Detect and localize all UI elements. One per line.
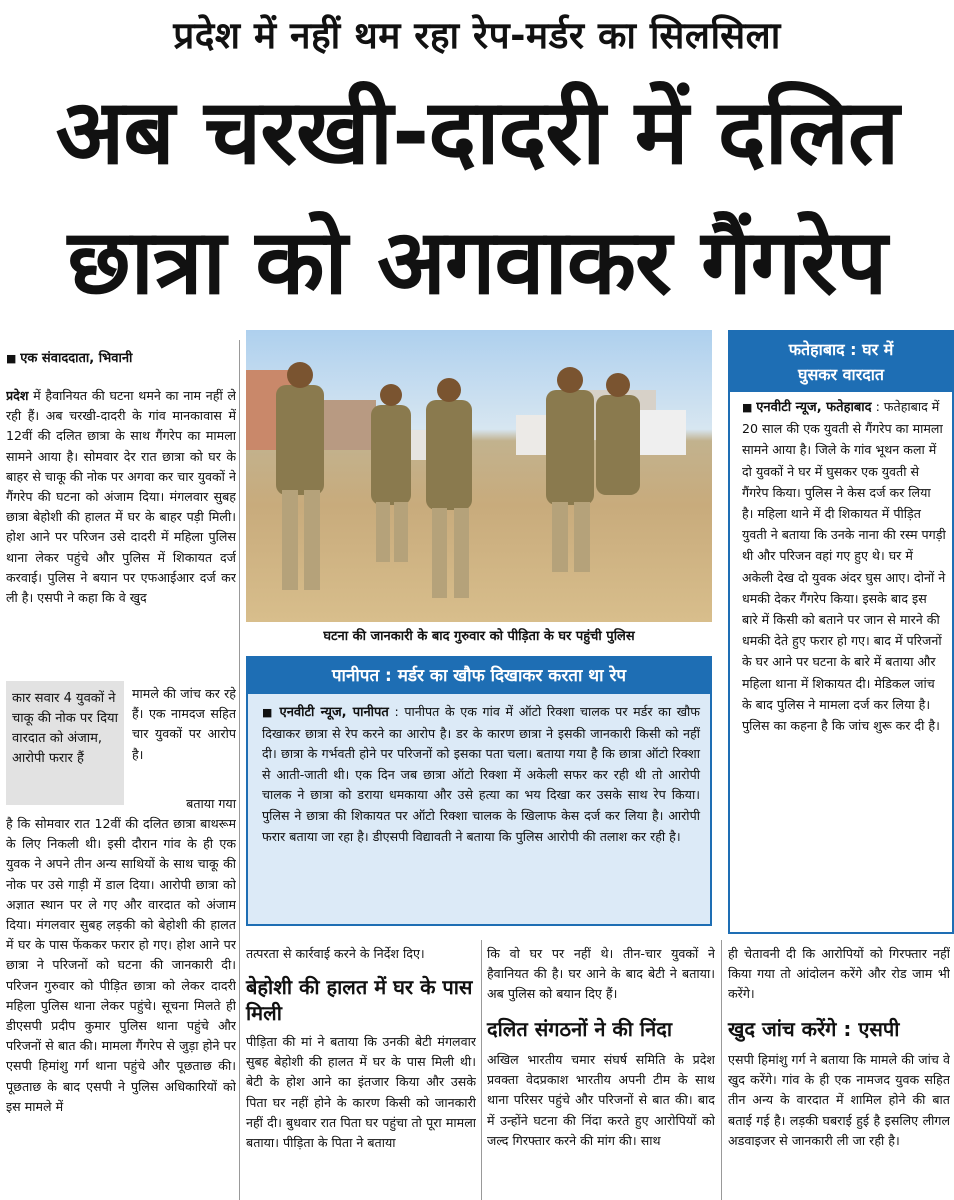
col4-subhead: खुद जांच करेंगे : एसपी bbox=[728, 1017, 900, 1041]
main-story-para-3: बताया गया bbox=[186, 796, 236, 811]
main-story-para-4: है कि सोमवार रात 12वीं की दलित छात्रा बाथरूम के लिए निकली थी। इसी दौरान गांव के ही एक युवक ने अपने तीन अन्य साथियों के साथ चाकू की नोक पर उसे गाड़ी में डाल दिया। आरोपी छात्रा को अज्ञात स्थान पर ले गए और वारदात को अंजाम दिया। मंगलवार सुबह लड़की को बेहोशी की हालत में घर के पास फेंककर फरार हो गए। होश आने पर छात्रा ने परिजनों को घटना की जानकारी दी। परिजन गुरुवार को पीड़ित छात्रा को लेकर दादरी महिला पुलिस थाना लेकर पहुंचे। सूचना मिलते ही डीएसपी प्रदीप कुमार पुलिस थाना पहुंचे और परिजनों से बात की। मामला गैंगरेप से जुड़ा होने पर एसपी हिमांशु गर्ग थाना पहुंचे और पूछताछ की। पूछताछ के बाद एसपी ने पुलिस अधिकारियों को इस मामले में bbox=[6, 816, 236, 1114]
fatehabad-byline: ■ एनवीटी न्यूज, फतेहाबाद bbox=[742, 400, 872, 415]
panipat-text: : पानीपत के एक गांव में ऑटो रिक्शा चालक पर मर्डर का खौफ दिखाकर छात्रा से रेप करने का आरोप है। डर के कारण छात्रा ने इसकी जानकारी किसी को नहीं दी। छात्रा के गर्भवती होने पर परिजनों को इसका पता चला। बताया गया है कि छात्रा ऑटो रिक्शा से आती-जाती थी। एक दिन जब छात्रा ऑटो रिक्शा में अकेली सफर कर रही थी तो आरोपी चालक ने छात्रा को डराया धमकाया और उसे हत्या का भय दिखा कर उसके साथ रेप किया। पुलिस ने छात्रा की शिकायत पर ऑटो रिक्शा चालक के खिलाफ केस दर्ज कर लिया है। आरोपी फरार बताया जा रहा है। डीएसपी विद्यावती ने बताया कि पुलिस आरोपी की तलाश कर रही है। bbox=[262, 704, 700, 844]
col3-body: अखिल भारतीय चमार संघर्ष समिति के प्रदेश प्रवक्ता वेदप्रकाश भारतीय अपनी टीम के साथ थाना परिसर पहुंचे और परिजनों से बात की। बाद में उन्होंने घटना की निंदा करते हुए आरोपियों को जल्द गिरफ्तार करने की मांग की। साथ bbox=[487, 1052, 715, 1148]
main-headline-line-1: अब चरखी-दादरी में दलित bbox=[55, 80, 899, 185]
fatehabad-text: : फतेहाबाद में 20 साल की एक युवती से गैंगरेप का मामला सामने आया है। जिले के गांव भूथन कला में दो युवकों ने घर में घुसकर एक युवती से गैंगरेप किया। पुलिस ने केस दर्ज कर लिया है। महिला थाने में दी शिकायत में पीड़ित युवती ने बताया कि उनके नाना की रस्म पगड़ी थी और परिजन वहां गए हुए थे। घर में अकेली देख दो युवक अंदर घुस आए। दोनों ने धमकी देकर गैंगरेप किया। इसके बाद इस बारे में किसी को बताने पर जान से मारने की धमकी देते हुए फरार हो गए। बाद में परिजनों के घर आने पर घटना के बारे में बताया और महिला थाना में शिकायत दी। मेडिकल जांच के बाद पुलिस ने मामला दर्ज कर लिया है। पुलिस का कहना है कि जांच शुरू कर दी है। bbox=[742, 399, 946, 734]
col2-subhead: बेहोशी की हालत में घर के पास मिली bbox=[246, 975, 473, 1025]
main-story-para-1 bbox=[6, 386, 236, 680]
column-rule-1 bbox=[239, 340, 240, 1200]
col3-subhead: दलित संगठनों ने की निंदा bbox=[487, 1017, 673, 1041]
fatehabad-heading bbox=[730, 332, 952, 392]
col4-body: एसपी हिमांशु गर्ग ने बताया कि मामले की जांच वे खुद करेंगे। गांव के ही एक नामजद युवक सहित तीन अन्य के वारदात में शामिल होने की बात बताई गई है। लड़की घबराई हुई है इसलिए लीगल अडवाइजर से जानकारी ली जा रही है। bbox=[728, 1052, 950, 1148]
fatehabad-heading-line-2: घुसकर वारदात bbox=[797, 365, 885, 384]
col2-top-text: तत्परता से कार्रवाई करने के निर्देश दिए। bbox=[246, 946, 425, 961]
panipat-story-box bbox=[246, 656, 712, 926]
panipat-body bbox=[262, 702, 700, 847]
police-photo-illustration bbox=[246, 330, 712, 622]
panipat-byline: ■ एनवीटी न्यूज, पानीपत bbox=[262, 705, 389, 720]
main-story-lead-word: प्रदेश bbox=[6, 388, 29, 403]
col3-top-text: कि वो घर पर नहीं थे। तीन-चार युवकों ने हैवानियत की है। घर आने के बाद बेटी ने बताया। अब पुलिस को बयान दिए हैं। bbox=[487, 946, 715, 1002]
main-byline: ■ एक संवाददाता, भिवानी bbox=[6, 348, 236, 366]
col2-body: पीड़िता की मां ने बताया कि उनकी बेटी मंगलवार सुबह बेहोशी की हालत में घर के पास मिली थी। बेटी के होश आने का इंतजार किया और उसके पिता घर नहीं होने के कारण किसी को जानकारी नहीं दी। बुधवार रात पिता घर पहुंचा तो पूरा मामला बताया। पीड़िता के पिता ने बताया bbox=[246, 1034, 476, 1151]
fatehabad-body bbox=[742, 396, 946, 736]
panipat-heading: पानीपत : मर्डर का खौफ दिखाकर करता था रेप bbox=[248, 658, 710, 694]
kicker-headline: प्रदेश में नहीं थम रहा रेप-मर्डर का सिलसिला bbox=[173, 14, 781, 57]
police-photo bbox=[246, 330, 712, 622]
column-rule-2 bbox=[481, 940, 482, 1200]
main-story-para-2: मामले की जांच कर रहे हैं। एक नामदज सहित चार युवकों पर आरोप है। bbox=[132, 686, 236, 762]
pull-quote: कार सवार 4 युवकों ने चाकू की नोक पर दिया वारदात को अंजाम, आरोपी फरार हैं bbox=[6, 681, 124, 805]
main-story-text-1: में हैवानियत की घटना थमने का नाम नहीं ले रही हैं। अब चरखी-दादरी के गांव मानकावास में 12वीं की दलित छात्रा के साथ गैंगरेप का मामला सामने आया है। सोमवार देर रात छात्रा को घर के बाहर से चाकू की नोक पर अगवा कर चार युवकों ने गैंगरेप की घटना को अंजाम दिया। मंगलवार सुबह छात्रा बेहोशी की हालत में घर के बाहर पड़ी मिली। होश आने पर परिजन उसे दादरी में महिला पुलिस थाना लेकर पहुंचे और पुलिस में शिकायत दर्ज करवाई। पुलिस ने बयान पर एफआईआर दर्ज कर ली है। एसपी ने कहा कि वे खुद bbox=[6, 388, 236, 606]
col4-top-text: ही चेतावनी दी कि आरोपियों को गिरफ्तार नहीं किया गया तो आंदोलन करेंगे और रोड जाम भी करेंगे। bbox=[728, 946, 950, 1002]
main-headline-line-2: छात्रा को अगवाकर गैंगरेप bbox=[67, 210, 887, 315]
fatehabad-heading-line-1: फतेहाबाद : घर में bbox=[788, 340, 894, 359]
photo-caption: घटना की जानकारी के बाद गुरुवार को पीड़िता के घर पहुंची पुलिस bbox=[323, 629, 635, 644]
column-rule-3 bbox=[721, 940, 722, 1200]
fatehabad-story-box bbox=[728, 330, 954, 934]
